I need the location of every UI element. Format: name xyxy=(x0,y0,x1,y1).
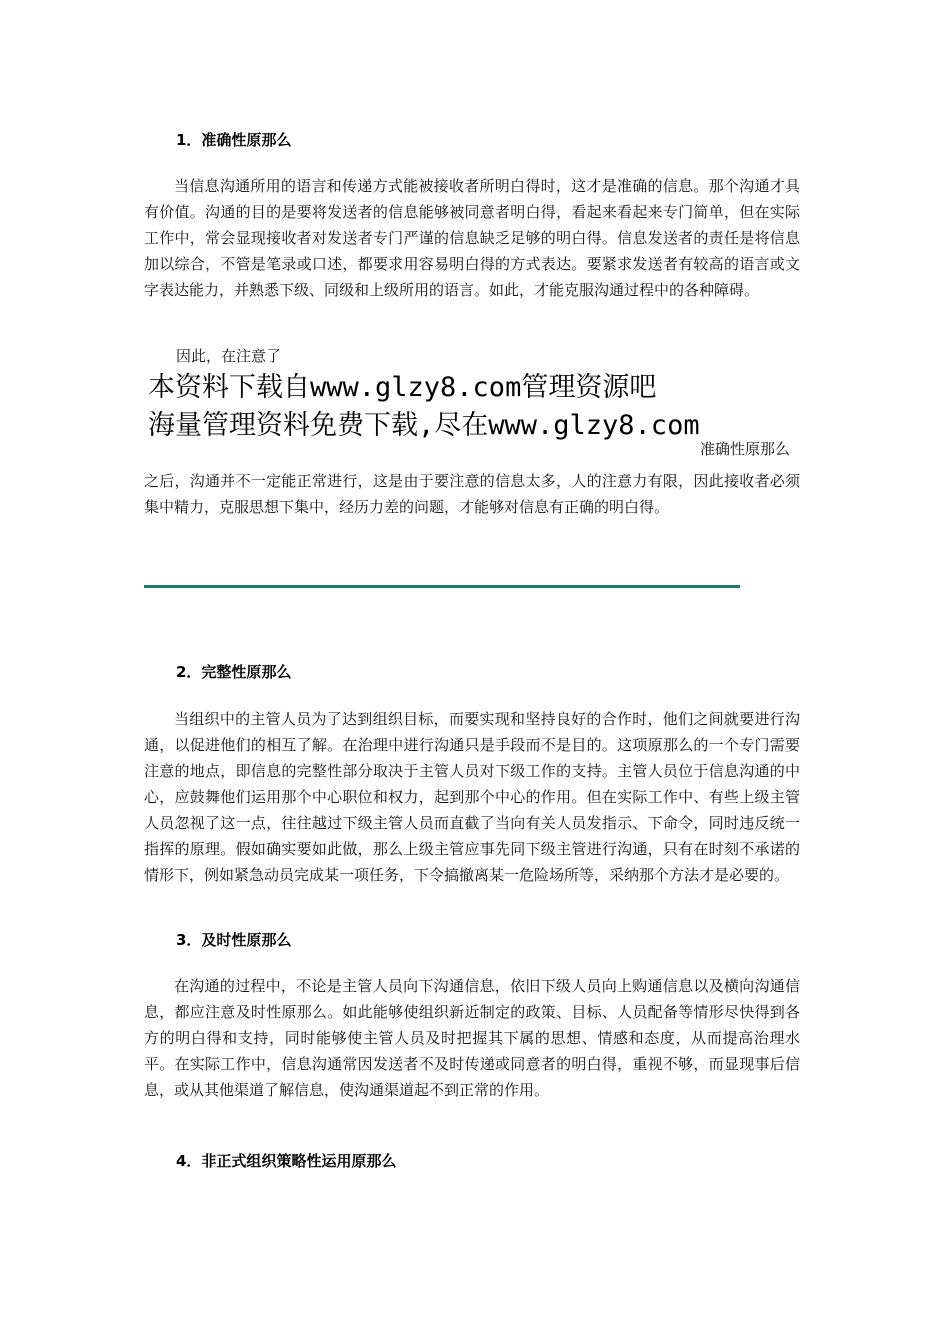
watermark-line-2: 海量管理资料免费下载,尽在www.glzy8.com xyxy=(148,410,700,441)
section-1-heading: 1．准确性原那么 xyxy=(176,131,292,149)
section-2-paragraph: 当组织中的主管人员为了达到组织目标，而要实现和坚持良好的合作时，他们之间就要进行沟通，以促进他们的相互了解。在治理中进行沟通只是手段而不是目的。这项原那么的一个专门需要注意的地点，即信息的完整性部分取决于主管人员对下级工作的支持。主管人员位于信息沟通的中心，应鼓舞他们运用那个中心职位和权力，起到那个中心的作用。但在实际工作中、有些上级主管人员忽视了这一点，往往越过下级主管人员而直截了当向有关人员发指示、下命令，同时违反统一指挥的原理。假如确实要如此做，那么上级主管应事先同下级主管进行沟通，只有在时刻不承诺的情形下，例如紧急动员完成某一项任务，下令搞撤离某一危险场所等，采纳那个方法才是必要的。 xyxy=(144,710,800,884)
section-1-paragraph: 当信息沟通所用的语言和传递方式能被接收者所明白得时，这才是准确的信息。那个沟通才具有价值。沟通的目的是要将发送者的信息能够被同意者明白得，看起来看起来专门简单，但在实际工作中，常会显现接收者对发送者专门严谨的信息缺乏足够的明白得。信息发送者的责任是将信息加以综合，不管是笔录或口述，都要求用容易明白得的方式表达。要紧求发送者有较高的语言或文字表达能力，并熟悉下级、同级和上级所用的语言。如此，才能克服沟通过程中的各种障碍。 xyxy=(144,177,800,299)
section-2-heading: 2．完整性原那么 xyxy=(176,663,292,681)
section-1-continuation-tail: 准确性原那么 xyxy=(700,440,791,458)
section-1-continuation-paragraph: 之后，沟通并不一定能正常进行，这是由于要注意的信息太多，人的注意力有限，因此接收者必须集中精力，克服思想下集中，经历力差的问题，才能够对信息有正确的明白得。 xyxy=(144,472,800,516)
section-divider xyxy=(144,585,740,588)
watermark-line-1: 本资料下载自www.glzy8.com管理资源吧 xyxy=(148,372,657,403)
section-3-paragraph: 在沟通的过程中，不论是主管人员向下沟通信息，依旧下级人员向上购通信息以及横向沟通信息，都应注意及时性原那么。如此能够使组织新近制定的政策、目标、人员配备等情形尽快得到各方的明白得和支持，同时能够使主管人员及时把握其下属的思想、情感和态度，从而提高治理水平。在实际工作中，信息沟通常因发送者不及时传递或同意者的明白得，重视不够，而显现事后信息，或从其他渠道了解信息，使沟通渠道起不到正常的作用。 xyxy=(144,977,800,1099)
section-1-continuation-lead: 因此，在注意了 xyxy=(176,347,282,365)
section-3-heading: 3．及时性原那么 xyxy=(176,931,292,949)
section-4-heading: 4．非正式组织策略性运用原那么 xyxy=(176,1152,397,1170)
